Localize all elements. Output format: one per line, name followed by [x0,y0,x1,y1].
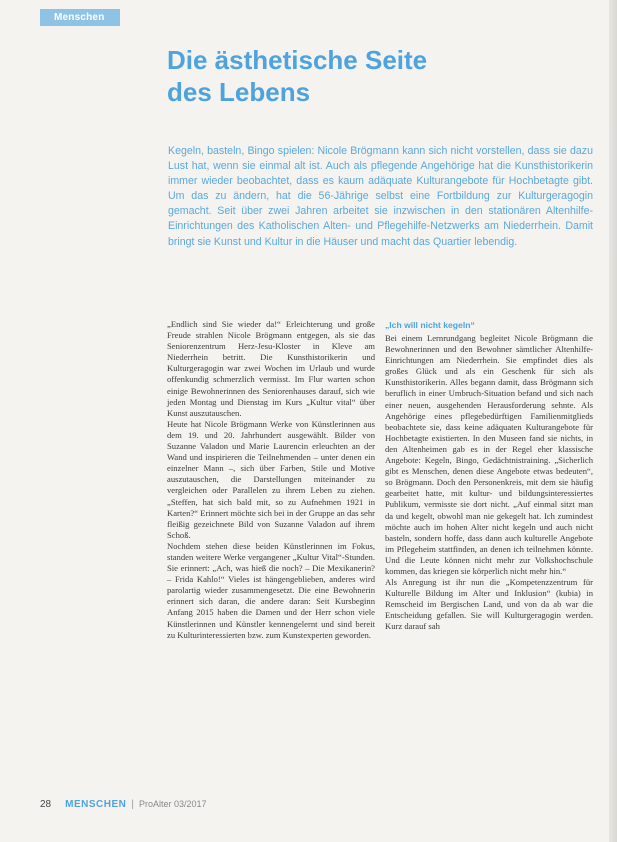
footer-separator: | [131,799,134,810]
subheading: „Ich will nicht kegeln“ [385,320,475,330]
article-title [167,44,587,108]
page-edge [609,0,617,842]
section-tag: Menschen [40,9,120,26]
body-column-right: Bei einem Lernrundgang begleitet Nicole Brögmann die Bewohnerinnen und den Bewohner sämtlicher Altenhilfe-Einrichtungen am Niederrhein. Sie empfindet dies als großes Glück und als ein Geschenk für sich als Kunsthistorikerin. Alles begann damit, dass Brögmann sich beruflich in einer Umbruch-Situation befand und sich nach einer neuen, ausgehenden Herausforderung sehnte. Als Angehörige eines pflegebedürftigen Familienmitglieds beobachtete sie, dass keine adäquaten Kulturangebote für Hochbetagte existierten. In den Museen fand sie nichts, in den Altenheimen gab es in der Regel eher klassische Angebote: Kegeln, Bingo, Gedächtnistraining. „Sicherlich gibt es Menschen, denen diese Angebote etwas bedeuten“, so Brögmann. Doch den Personenkreis, mit dem sie häufig gearbeitet hatte, mit kultur- und bildungsinteressiertes Publikum, vermisste sie dort nicht. „Auf einmal sitzt man da und kegelt, obwohl man nie gekegelt hat. Ich zumindest möchte auch im hohen Alter nicht kegeln und auch nicht basteln, sondern hoffe, dass dann auch kulturelle Angebote im Pflegeheim stattfinden, an denen ich teilnehmen könnte. Und die Leute können nicht mehr zur Volkshochschule kommen, das kriegen sie körperlich nicht mehr hin.“ Als Anregung ist ihr nun die „Kompetenzzentrum für Kulturelle Bildung im Alter und Inklusion“ (kubia) in Remscheid im Bergischen Land, und von da ab war die Entscheidung gefallen. Sie will Kulturgeragogin werden. Kurz darauf sah [385,333,593,632]
issue-label: ProAlter 03/2017 [138,799,207,809]
magazine-name: MENSCHEN [65,799,127,810]
page-footer [40,798,207,810]
page-number: 28 [40,799,52,810]
title-line-1: Die ästhetische Seite [167,45,428,75]
body-column-left: „Endlich sind Sie wieder da!“ Erleichterung und große Freude strahlen Nicole Brögmann entgegen, als sie das Seniorenzentrum Herz-Jesu-Kloster in Kleve am Niederrhein betritt. Die Kunsthistorikerin und Kulturgeragogin war zwei Wochen im Urlaub und wurde offenkundig schmerzlich vermisst. Im Flur warten schon einige Bewohnerinnen des Seniorenhauses darauf, sich wie jeden Montag und Dienstag im Kurs „Kultur vital“ über Kunst auszutauschen. Heute hat Nicole Brögmann Werke von Künstlerinnen aus dem 19. und 20. Jahrhundert ausgewählt. Bilder von Suzanne Valadon und Marie Laurencin erleuchten an der Wand und inspirieren die Teilnehmenden – unter denen ein einzelner Mann –, sich über Farben, Stile und Motive auszutauschen, die Darstellungen miteinander zu vergleichen oder Parallelen zu ihrem Leben zu ziehen. „Steffen, hat sich bald mit, so zu Aufnehmen 1921 in Karten?“ Erinnert möchte sich bei in der Gruppe an das sehr fleißig gezeichnete Bild von Suzanne Valadon auf ihrem Schoß. Nochdem stehen diese beiden Künstlerinnen im Fokus, standen weitere Werke vergangener „Kultur Vital“-Stunden. Sie erinnert: „Ach, was hieß die noch? – Die Mexikanerin? – Frida Kahlo!“ Vieles ist hängengeblieben, anderes wird parolartig wieder zusammengesetzt. Die eine Bewohnerin erinnert sich daran, die andere daran: Seit Kursbeginn Anfang 2015 haben die Damen und der Herr schon viele Künstlerinnen und Künstler kennengelernt und sind bereit zu Kulturinteressierten bzw. zum Kunstexperten geworden. [167,319,375,640]
lead-paragraph: Kegeln, basteln, Bingo spielen: Nicole Brögmann kann sich nicht vorstellen, dass sie dazu Lust hat, wenn sie einmal alt ist. Auch als pflegende Angehörige hat die Kunsthistorikerin immer wieder beobachtet, dass es kaum adäquate Kulturangebote für Hochbetagte gibt. Um das zu ändern, hat die 56-Jährige selbst eine Fortbildung zur Kulturgeragogin gemacht. Seit über zwei Jahren arbeitet sie inzwischen in den stationären Altenhilfe-Einrichtungen des Katholischen Alten- und Pflegehilfe-Netzwerks am Niederrhein. Damit bringt sie Kunst und Kultur in die Häuser und macht das Quartier lebendig. [168,145,593,248]
title-line-2: des Lebens [167,77,311,107]
